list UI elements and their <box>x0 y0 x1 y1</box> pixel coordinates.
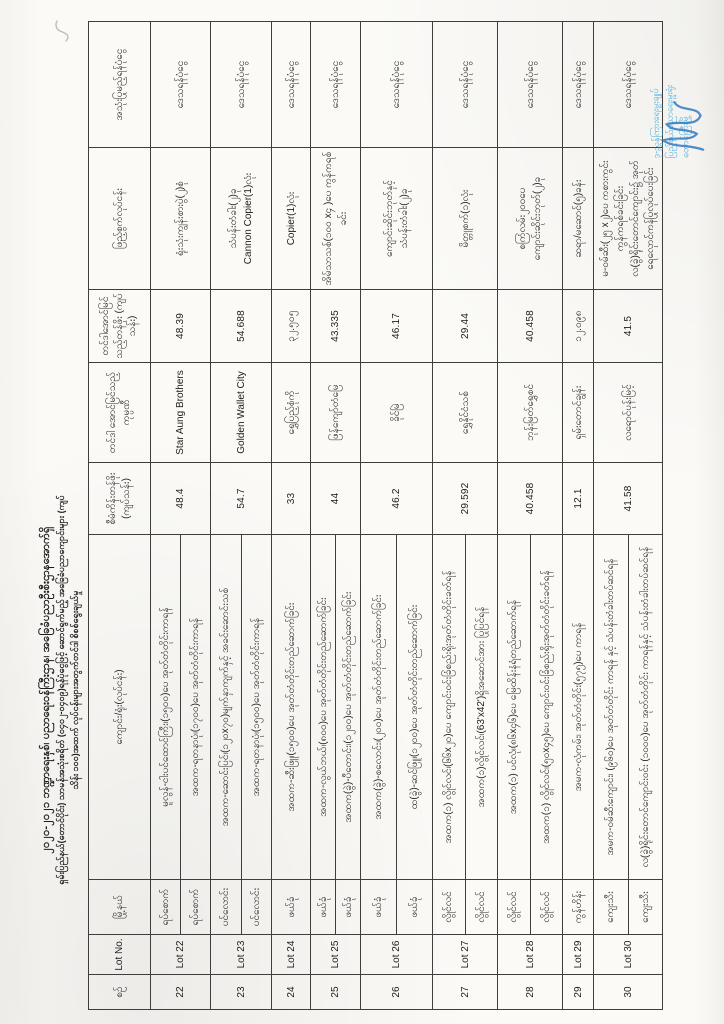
cell-fund-source: ဒေသရန်ပုံငွေ <box>433 22 498 148</box>
cell-fund-source: ဒေသရန်ပုံငွေ <box>311 22 361 148</box>
document-title <box>38 494 83 886</box>
cell-township: ဖယ်ခုံ <box>311 880 336 935</box>
cell-no: 25 <box>311 975 361 1010</box>
cell-work: မူလွန်-ငါးပင်ထောင်ကြီး၊(၁၅၀၀)ပေ အုတ်တံတိုင်းကာရန် <box>151 535 181 880</box>
cell-fund-source: ဒေသရန်ပုံငွေ <box>361 22 433 148</box>
cell-no: 30 <box>594 975 663 1010</box>
cell-township: လွိုင်လင် <box>465 880 498 935</box>
cell-work: အထက-ဆီးဖြူ၊(၁၅၀၀)ပေ အုတ်တံတိုင်းတည်ဆောက်ခြင်း <box>272 535 311 880</box>
header-fund-source: အသုံးပြုမည့်ရန်ပုံငွေ <box>89 22 151 148</box>
table-row <box>211 22 242 1010</box>
header-additional-works: ဖြည့်စွက်လုပ်ငန်း <box>89 148 151 290</box>
cell-lot-no: Lot 29 <box>563 935 594 975</box>
cell-work: အထက(၁) ပင်လုံ၊(၈၆x၄၆)ပေ မြေထိန်းနံရံတည်ဆောက်ရန် <box>498 535 531 880</box>
cell-lot-no: Lot 26 <box>361 935 433 975</box>
cell-work: ထ(ခွဲ)-ဆင်ဖြူ၊(၁၂၀၀)ပေ အုတ်တံတိုင်းတည်ဆောက်ခြင်း <box>397 535 433 880</box>
pen-mark-icon <box>52 18 74 44</box>
cell-project-value: 46.2 <box>361 463 433 535</box>
table-row <box>594 22 629 1010</box>
cell-fund-source: ဒေသရန်ပုံငွေ <box>151 22 211 148</box>
cell-township: ဖယ်ခုံ <box>272 880 311 935</box>
cell-township: ပင်လောင်း <box>211 880 242 935</box>
cell-additional-works: မ-ဝမ်ဆီး(၂၅ x၂)ပေ ကစားကွင်း ကွန်ကရစ်ခင်းခြင်း လ(ခွဲ)ရိုင်းတောင်ကျောင်း၌ အုတ်ရေလှောင်ကန်ပြုလုပ်ပေးခြင်း <box>594 148 663 290</box>
header-project-value: စီမံကိန်းတန်ဖိုး (ကျပ်သန်း) <box>89 463 151 535</box>
cell-work: အထက(ခွဲ)-စလောင်း၊(၂၀၀)ပေ အုတ်တံတိုင်းတည်ဆောက်ခြင်း <box>361 535 397 880</box>
cell-project-value: 33 <box>272 463 311 535</box>
official-stamp <box>647 7 722 158</box>
cell-tender-value: 46.17 <box>361 290 433 363</box>
cell-no: 28 <box>498 975 563 1010</box>
cell-tender-value: 48.39 <box>151 290 211 363</box>
cell-winning-company: ရွှေပြည့်စုံကို <box>272 363 311 463</box>
cell-no: 26 <box>361 975 433 1010</box>
cell-work: အထက-လွယ်ဘယ်၊(၈၀၀)ပေ အုတ်တံတိုင်းတည်ဆောက်ခြင်း <box>311 535 336 880</box>
cell-tender-value: 43.335 <box>311 290 361 363</box>
cell-project-value: 12.1 <box>563 463 594 535</box>
cell-work: အမက-လုံကမ်း၊ အုတ်တံတိုင်း(၅၇၅)ပေ ကာရန် <box>563 535 594 880</box>
table-row <box>498 22 531 1010</box>
cell-township: ကျေးသီး <box>594 880 629 935</box>
cell-lot-no: Lot 30 <box>594 935 663 975</box>
cell-work: အထက(၁)လွိုင်လင်၊(63'x42')ရှိအဆောင်အား ပြုပြင်ရန် <box>465 535 498 880</box>
cell-work: လ(ခွဲ)ရိုင်းတောင်ကျောင်းဝင်း (၁၀၀၀)ပေ အုတ်တံတိုင်း ကာရန်နှင့် သံပန်းတံခါးတပ်ဆင်ရန် <box>628 535 663 880</box>
cell-work: အထက-ရတနာပုံ၊(၁၇၀၀)ပေ အုတ်တံတိုင်းကာရန် <box>181 535 211 880</box>
cell-work: အထက-ရတနာပုံ၊(၁၅၀၀)ပေ အုတ်တံတိုင်းကာရန် <box>241 535 272 880</box>
table-header-row <box>89 22 151 1010</box>
cell-lot-no: Lot 28 <box>498 935 563 975</box>
title-line-2: ရှမ်းပြည်နယ်(တောင်ပိုင်း) သာမန်အသုံးစရိတ် (၀၄၀၂-၀၄၀၉)ရန်ပုံငွေဖြင့် ဆောင်ရွက်မည့် အခြေခံပညာကျောင်းများ (ကျပ်သိန်း ၁၀၀)အထက် လုပ်ငန်းများအတွက်တင်ဒါ စိစစ်ရွေးချယ်မှု <box>56 495 80 885</box>
header-township: မြို့နယ် <box>89 880 151 935</box>
cell-additional-works: မိတ္တူစက်(၁)လုံး <box>433 148 498 290</box>
cell-work: အထက-ဆောင်းပြင်၊(၁၂၀x၇၀)မျက်နှာကျက်နှင့် အခင်းဆောင်းသစ် <box>211 535 242 880</box>
cell-township: လွိုင်လင် <box>498 880 531 935</box>
cell-winning-company: ဖြန်ကျော်တံမြေ <box>311 363 361 463</box>
cell-no: 22 <box>151 975 211 1010</box>
cell-additional-works: စကြံလမ်း၂၀၀ပေ ကျောင်းဆိုင်းဘုတ်(၂)ခု <box>498 148 563 290</box>
cell-tender-value: 54.688 <box>211 290 272 363</box>
cell-township: ဖယ်ခုံ <box>336 880 361 935</box>
cell-project-value: 48.4 <box>151 463 211 535</box>
cell-work: အထက(၁) လွိုင်လင်၊(၅၀x၄၅)ပေ ကျောင်းဝင်းခြံစည်းရိုးအုတ်တံတိုင်းခတ်ရန် <box>530 535 563 880</box>
cell-work: အမက-ဝမ်ဆီးကျောင်း၊ (၉၆၀)ပေ အုတ်တံတိုင်း ကာရန် နှင့် သံပန်းတံခါးတပ်ဆင်ရန် <box>594 535 629 880</box>
cell-lot-no: Lot 27 <box>433 935 498 975</box>
cell-fund-source: ဒေသရန်ပုံငွေ <box>594 22 663 148</box>
cell-township: ရပ်စောက် <box>151 880 181 935</box>
cell-township: လွိုင်လင် <box>530 880 563 935</box>
cell-township: ရပ်စောက် <box>181 880 211 935</box>
cell-winning-company: ဘုန်းမြတ်ရွှေစင် <box>498 363 563 463</box>
cell-winning-company: ရွှေနိုင်ငံသစ် <box>433 363 498 463</box>
cell-fund-source: ဒေသရန်ပုံငွေ <box>563 22 594 148</box>
cell-project-value: 40.458 <box>498 463 563 535</box>
header-no: စဉ် <box>89 975 151 1010</box>
cell-no: 24 <box>272 975 311 1010</box>
header-work: ကျောင်း/ရုံး(လုပ်ငန်း) <box>89 535 151 880</box>
title-line-1: ၂၀၂၀-၂၀၂၁ ဘဏ္ဍာရေးနှစ်၊ ပညာရေးဝန်ကြီးဌာန၊ အခြေခံပညာဦးစီးဌာနအောက်ရှိ <box>40 526 52 854</box>
cell-township: ကျေးသီး <box>628 880 663 935</box>
cell-no: 29 <box>563 975 594 1010</box>
cell-additional-works: ကျောင်းဆိုင်းဘုတ်နှင့် သံပန်းတံခါး(၂)ခု <box>361 148 433 290</box>
cell-tender-value: ၃၂.၅၀၅ <box>272 290 311 363</box>
cell-work: အထက(၁) လွိုင်လင်၊(၆၆x၂၀)ပေ ကျောင်းဝင်းခြံစည်းရိုးအုတ်တံတိုင်းခတ်ရန် <box>433 535 466 880</box>
cell-additional-works: ဆရာ/မဆောင်(၅)ခန်း <box>563 148 594 290</box>
cell-fund-source: ဒေသရန်ပုံငွေ <box>211 22 272 148</box>
cell-no: 23 <box>211 975 272 1010</box>
cell-lot-no: Lot 23 <box>211 935 272 975</box>
cell-winning-company: ခိုင်မြဲ <box>361 363 433 463</box>
table-row <box>151 22 181 1010</box>
cell-lot-no: Lot 22 <box>151 935 211 975</box>
cell-fund-source: ဒေသရန်ပုံငွေ <box>498 22 563 148</box>
cell-no: 27 <box>433 975 498 1010</box>
cell-additional-works: သံပန်းတံခါး(၂)ခု Cannon Copier(1)လုံး <box>211 148 272 290</box>
cell-project-value: 54.7 <box>211 463 272 535</box>
cell-lot-no: Lot 25 <box>311 935 361 975</box>
header-tender-value: တင်ဒါအောင်မြင် သည့်တန်ဖိုး (ကျပ်သန်း) <box>89 290 151 363</box>
cell-tender-value: 40.458 <box>498 290 563 363</box>
stamp-line-3: တောင်ကြီးမြို့ <box>679 114 691 159</box>
cell-township: ပင်လောင်း <box>241 880 272 935</box>
cell-winning-company: Star Aung Brothers <box>151 363 211 463</box>
table-row <box>563 22 594 1010</box>
signature-icon <box>656 74 708 165</box>
cell-township: ဖယ်ခုံ <box>397 880 433 935</box>
stamp-line-1: ဒု-ညွှန်ကြားရေးမှူးချုပ် <box>650 88 662 159</box>
cell-tender-value: 41.5 <box>594 290 663 363</box>
cell-project-value: 44 <box>311 463 361 535</box>
header-lot-no: Lot No. <box>89 935 151 975</box>
table-row <box>361 22 397 1010</box>
table-row <box>433 22 466 1010</box>
cell-winning-company: ရှမ်းတောင်ချွန်း <box>563 363 594 463</box>
cell-project-value: 29.592 <box>433 463 498 535</box>
table-row <box>311 22 336 1010</box>
tender-table <box>88 21 663 1010</box>
cell-fund-source: ဒေသရန်ပုံငွေ <box>272 22 311 148</box>
stamp-line-2: ပြည်နယ်ပညာရေးမှူးရုံး <box>664 84 676 159</box>
cell-tender-value: ၁၂.၀၉၈ <box>563 290 594 363</box>
cell-lot-no: Lot 24 <box>272 935 311 975</box>
cell-winning-company: လရောင်ပုန်းမြင့် <box>594 363 663 463</box>
cell-project-value: 41.58 <box>594 463 663 535</box>
cell-township: ကွန်ဟိန်း <box>563 880 594 935</box>
cell-township: ဖယ်ခုံ <box>361 880 397 935</box>
cell-additional-works: ရုံးသုံးကျွန်းစားပွဲ(၂)စုံ <box>151 148 211 290</box>
table-row <box>272 22 311 1010</box>
cell-additional-works: အိမ်သာသစ်(၁၀၀ x၄ )ပေ ကွန်ကရစ်ခင်း <box>311 148 361 290</box>
cell-additional-works: Copier(1)လုံး <box>272 148 311 290</box>
cell-tender-value: 29.44 <box>433 290 498 363</box>
cell-work: အထက(ခွဲ)-ပီတောင်း၊(၁၂၀၀)ပေ အုတ်တံတိုင်းတည်ဆောက်ခြင်း <box>336 535 361 880</box>
cell-winning-company: Golden Wallet City <box>211 363 272 463</box>
header-winning-company: တင်ဒါ အောင်မြင်သည့်ကုမ္ပဏီ <box>89 363 151 463</box>
cell-township: လွိုင်လင် <box>433 880 466 935</box>
